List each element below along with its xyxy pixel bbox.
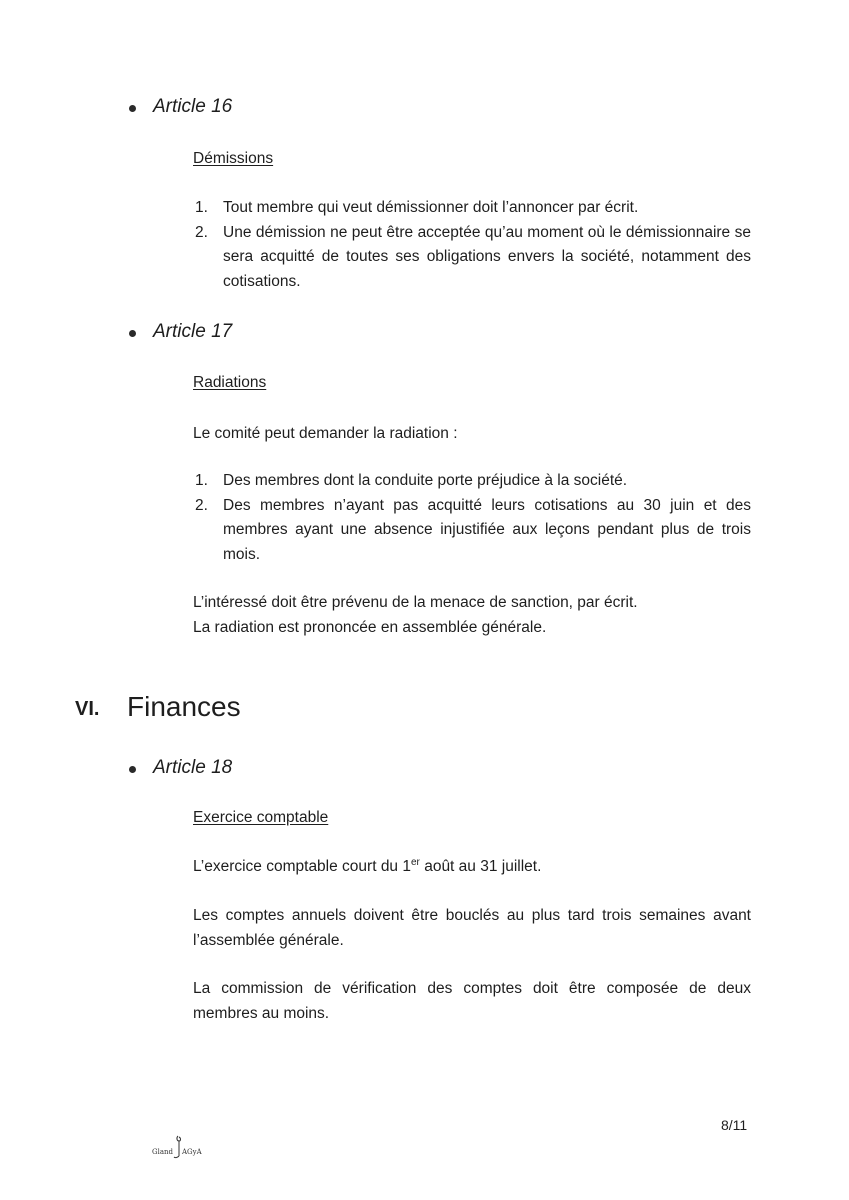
list-item-text: Tout membre qui veut démissionner doit l’annoncer par écrit.: [223, 199, 639, 216]
section-title: Finances: [127, 691, 241, 722]
article-18-paragraph-1: [193, 855, 541, 880]
article-17-intro: Le comité peut demander la radiation :: [193, 425, 458, 442]
bullet-article-17: [129, 330, 136, 337]
article-16-title: Article 16: [153, 96, 233, 117]
bullet-article-18: [129, 766, 136, 773]
list-item-text: Des membres dont la conduite porte préjudice à la société.: [223, 472, 628, 489]
list-item-number: 2.: [195, 223, 208, 241]
article-18-paragraph-2: Les comptes annuels doivent être bouclés au plus tard trois semaines avant l’assemblée générale.: [193, 907, 751, 949]
list-item: [193, 494, 751, 568]
list-item: [193, 469, 751, 494]
gland-agya-logo: [150, 1130, 222, 1162]
list-item-text: Des membres n’ayant pas acquitté leurs cotisations au 30 juin et des membres ayant une absence injustifiée aux leçons pendant plus de trois mois.: [223, 496, 751, 563]
section-number: VI.: [75, 698, 100, 720]
article-16-subheading: Démissions: [193, 150, 274, 167]
article-17-note-line-1: L’intéressé doit être prévenu de la menace de sanction, par écrit.: [193, 594, 638, 611]
paragraph-text: août au 31 juillet.: [419, 858, 542, 875]
list-item-number: 2.: [195, 496, 208, 514]
list-item: [193, 196, 751, 221]
superscript-ordinal: er: [410, 857, 420, 868]
article-16-list: [193, 196, 751, 294]
article-18-title: Article 18: [153, 757, 233, 778]
logo-text-right: AGyA: [182, 1148, 202, 1156]
article-17-note-line-2: La radiation est prononcée en assemblée générale.: [193, 619, 547, 636]
article-18-subheading: Exercice comptable: [193, 809, 329, 826]
article-17-list: [193, 469, 751, 567]
list-item-text: Une démission ne peut être acceptée qu’au moment où le démissionnaire se sera acquitté de toutes ses obligations envers la société, notamment des cotisations.: [223, 223, 751, 290]
bullet-article-16: [129, 105, 136, 112]
list-item: [193, 221, 751, 295]
list-item-number: 1.: [195, 199, 208, 216]
article-18-paragraph-3: La commission de vérification des comptes doit être composée de deux membres au moins.: [193, 980, 751, 1022]
paragraph-text: L’exercice comptable court du 1: [193, 858, 411, 875]
list-item-number: 1.: [195, 472, 208, 489]
logo-text-left: Gland: [152, 1148, 173, 1156]
article-17-subheading: Radiations: [193, 374, 267, 391]
article-17-title: Article 17: [153, 321, 233, 342]
page-number: 8/11: [721, 1117, 748, 1133]
